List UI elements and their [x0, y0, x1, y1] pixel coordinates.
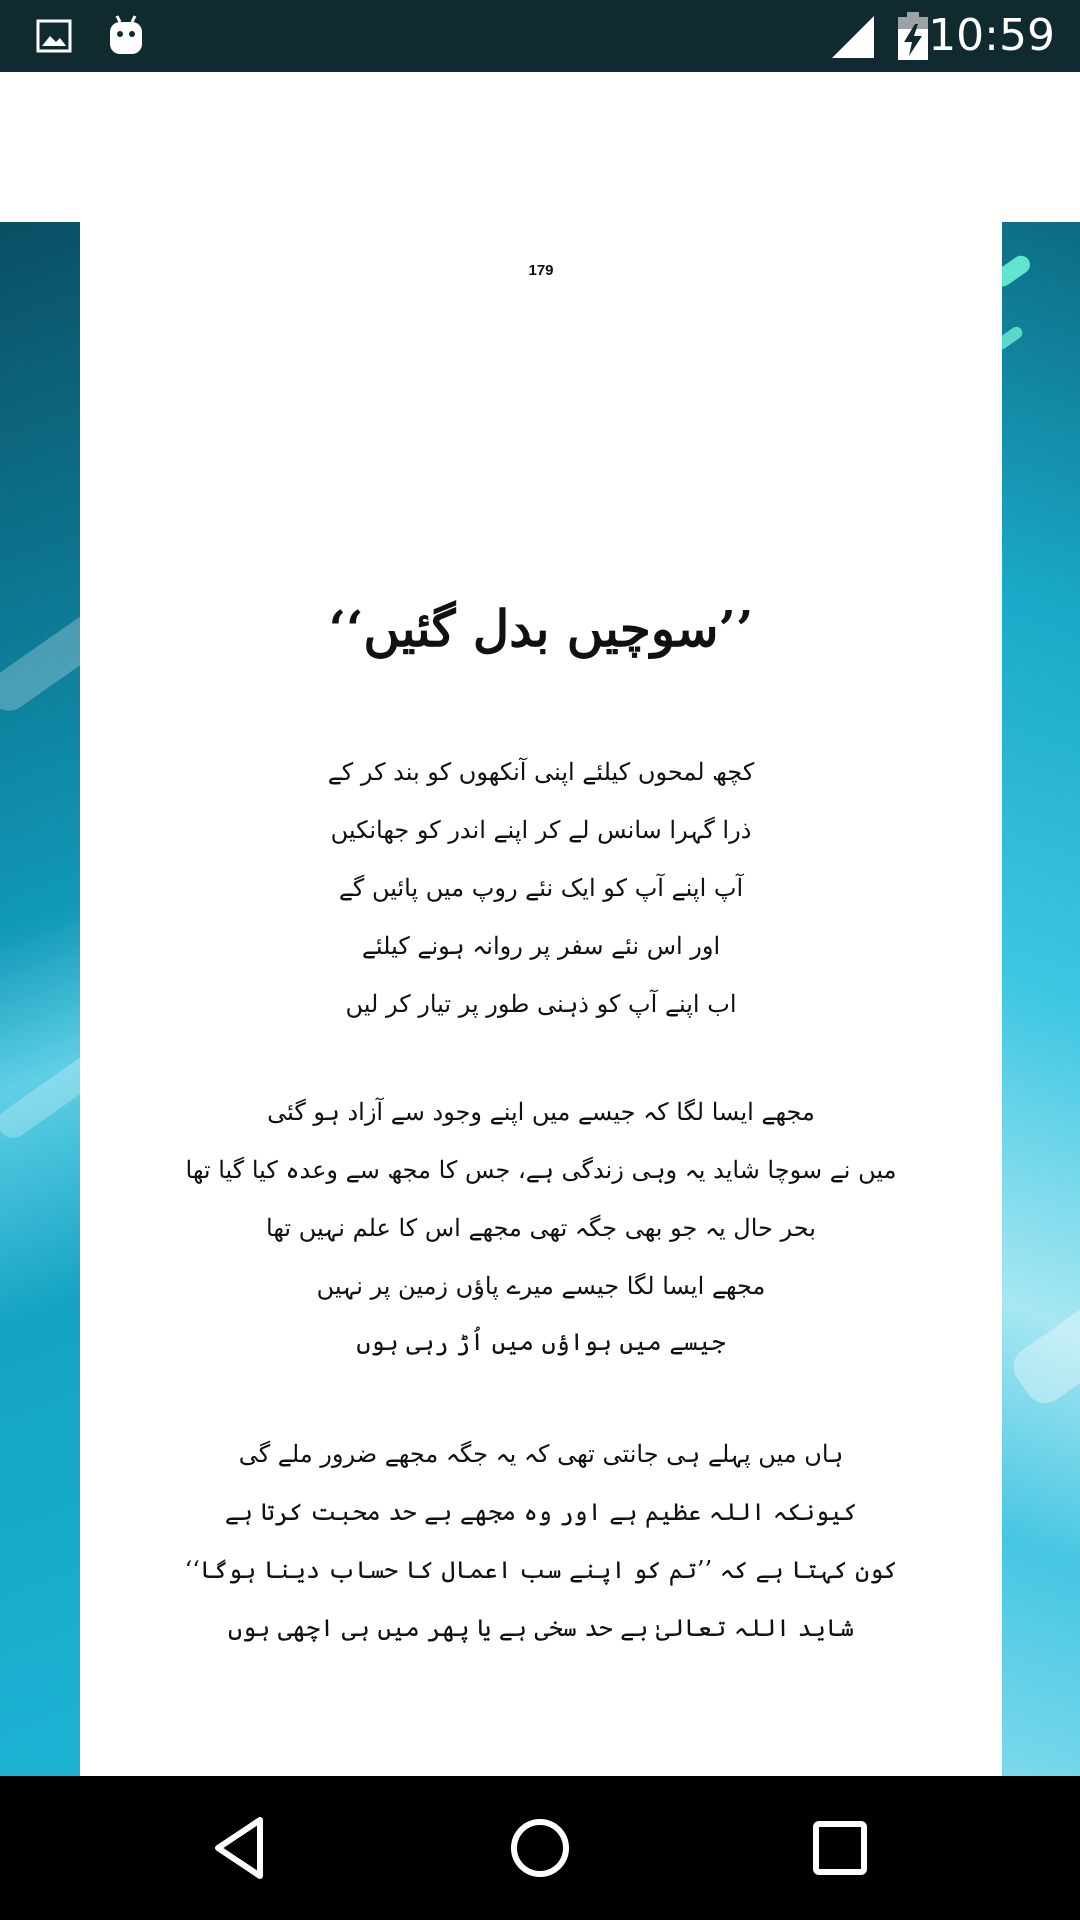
background-right: [1002, 222, 1080, 1776]
home-icon[interactable]: [498, 1806, 582, 1890]
cell-signal-icon: [832, 16, 874, 58]
bg-streak: [1006, 1293, 1080, 1411]
verse-line: مجھے ایسا لگا جیسے میرے پاؤں زمین پر نہیں: [316, 1272, 766, 1300]
navigation-bar: [0, 1776, 1080, 1920]
back-icon[interactable]: [198, 1806, 282, 1890]
verse-line: آپ اپنے آپ کو ایک نئے روپ میں پائیں گے: [338, 874, 744, 902]
verse-line: اور اس نئے سفر پر روانہ ہونے کیلئے: [361, 932, 721, 960]
status-clock: 10:59: [928, 10, 1055, 61]
verse-line: میں نے سوچا شاید یہ وہی زندگی ہے، جس کا مجھ سے وعدہ کیا گیا تھا: [185, 1156, 897, 1184]
verse-line: اب اپنے آپ کو ذہنی طور پر تیار کر لیں: [345, 990, 737, 1018]
app-toolbar: [0, 72, 1080, 222]
recents-icon[interactable]: [798, 1806, 882, 1890]
battery-charging-icon: [898, 12, 928, 60]
image-notification-icon: [36, 18, 72, 54]
verse-line: کون کہتا ہے کہ ’’تم کو اپنے سب اعمال کا حساب دینا ہوگا‘‘: [184, 1556, 898, 1584]
verse-line: کیونکہ اللہ عظیم ہے اور وہ مجھے بے حد محبت کرتا ہے: [224, 1498, 858, 1526]
verse-line: بحر حال یہ جو بھی جگہ تھی مجھے اس کا علم نہیں تھا: [266, 1214, 816, 1242]
verse-line: ذرا گہرا سانس لے کر اپنے اندر کو جھانکیں: [330, 816, 752, 844]
document-page[interactable]: [80, 222, 1002, 1776]
verse-line: کچھ لمحوں کیلئے اپنی آنکھوں کو بند کر کے: [327, 758, 755, 786]
reader-area[interactable]: [0, 222, 1080, 1776]
verse-line: جیسے میں ہواؤں میں اُڑ رہی ہوں: [356, 1328, 726, 1356]
page-number: 179: [528, 262, 554, 279]
background-left: [0, 222, 80, 1776]
status-bar: [0, 0, 1080, 72]
verse-line: ہاں میں پہلے ہی جانتی تھی کہ یہ جگہ مجھے ضرور ملے گی: [238, 1440, 844, 1468]
android-debug-icon: [108, 14, 144, 56]
verse-line: شاید اللہ تعالیٰ بے حد سخی ہے یا پھر میں ہی اچھی ہوں: [228, 1614, 854, 1642]
poem-title: ’’سوچیں بدل گئیں‘‘: [328, 599, 754, 658]
verse-line: مجھے ایسا لگا کہ جیسے میں اپنے وجود سے آزاد ہو گئی: [267, 1098, 815, 1126]
